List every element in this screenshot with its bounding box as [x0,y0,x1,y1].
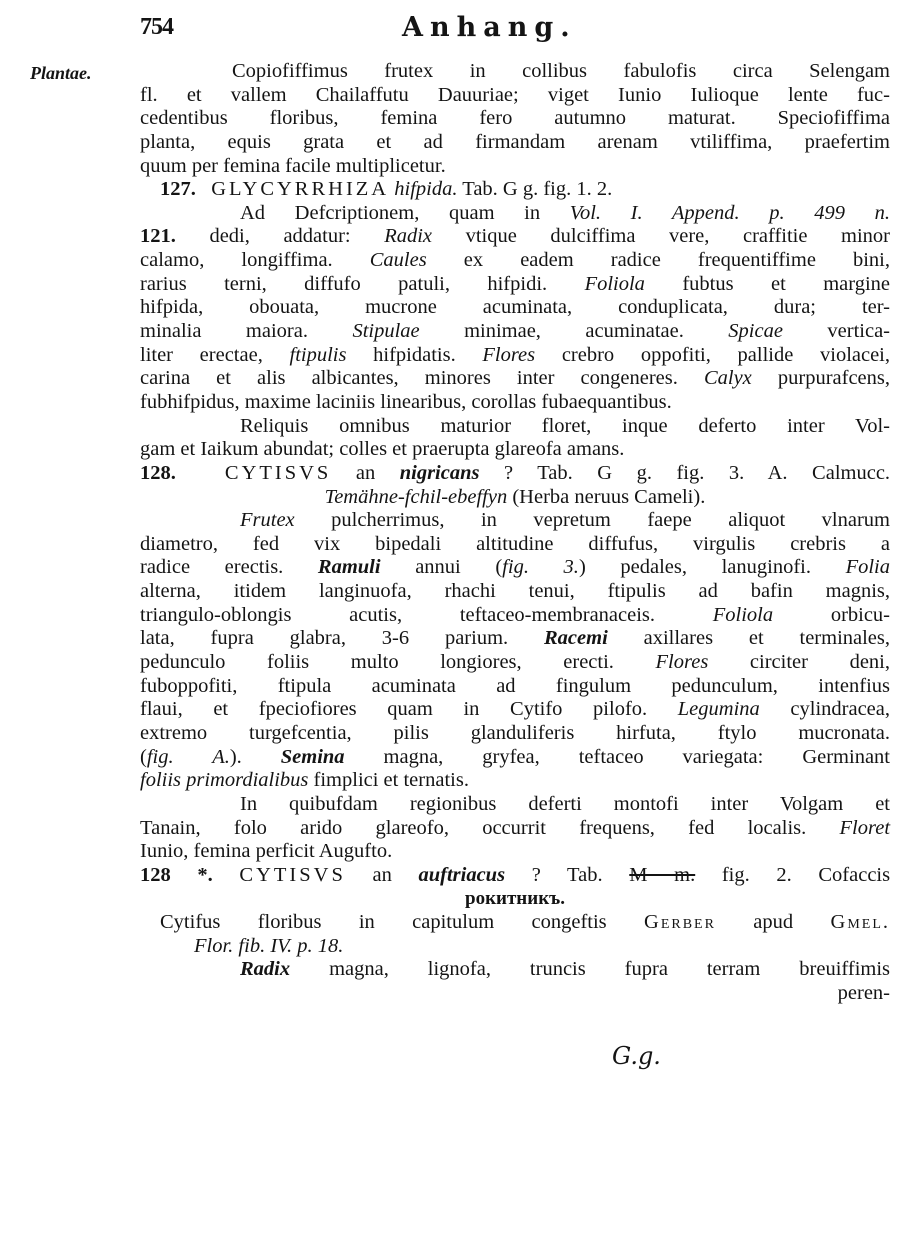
text-span: apud [753,911,794,934]
entry-number: 128. [140,461,176,484]
text-span: minimae, acuminatae. [464,320,684,343]
term-italic: Floret [839,816,891,839]
species-name: nigricans [399,461,480,484]
term-italic: Flores [482,343,536,366]
text-line [140,225,890,249]
text-span: magna, gryfea, teftaceo variegata: Germinant [383,745,890,768]
term-italic: Foliola [712,603,774,626]
text-span: carina et alis albicantes, minores inter congeneres. [140,367,678,390]
text-span: ). [229,745,242,768]
term-italic: Flores [655,651,709,674]
term-italic: Foliola [584,272,645,295]
species-name: hifpida. [394,178,458,201]
text-span: orbicu- [830,603,891,626]
plate-reference: ? Tab. G g. fig. 3. A. Calmucc. [503,461,891,484]
text-line: hifpida, obouata, mucrone acuminata, conduplicata, dura; ter- [140,296,890,319]
text-span: rarius terni, diffufo patuli, hifpidi. [140,272,548,295]
text-span: crebro oppofiti, pallide violacei, [561,343,891,366]
text-line [140,769,890,793]
text-span: fimplici et ternatis. [313,769,469,792]
text-line: cedentibus floribus, femina fero autumno maturat. Speciofiffima [140,107,890,130]
genus-name: GLYCYRRHIZA [211,178,390,201]
text-span: Tanain, folo arido glareofo, occurrit frequens, fed localis. [140,816,807,839]
running-title: Anhang. [402,12,577,43]
text-span: Ad Defcriptionem, quam in [240,201,541,224]
catchword: peren- [837,981,890,1004]
text-span: vertica- [827,320,890,343]
text-span: circiter deni, [749,651,890,674]
text-line: Copiofiffimus frutex in collibus fabulofis circa Selengam [232,60,890,82]
vernacular-name-line [140,486,890,510]
text-line: Reliquis omnibus maturior floret, inque deferto inter Vol- [240,414,890,437]
term-italic: Ramuli [317,556,381,579]
text-line [140,627,890,651]
term-italic: ftipulis [289,343,347,366]
author-name: Gmel. [830,911,890,934]
text-line [140,344,890,368]
text-span: vtique dulciffima vere, craffitie minor [465,225,891,248]
text-span: lata, fupra glabra, 3-6 parium. [140,627,509,650]
term-italic: Semina [280,745,345,768]
text-span: ex eadem radice frequentiffime bini, [463,249,890,272]
text-span: an [372,863,392,886]
text-line [140,273,890,297]
text-line [140,556,890,580]
citation-reference: Flor. fib. IV. p. 18. [194,934,344,957]
plate-reference: Tab. G g. fig. 1. 2. [462,178,613,201]
term-italic: Frutex [240,509,295,532]
author-name: Gerber [644,911,716,934]
text-span: hifpidatis. [373,343,456,366]
term-italic: Radix [384,225,433,248]
text-span: cylindracea, [790,698,891,721]
text-span: purpurafcens, [777,367,891,390]
text-line [140,935,890,959]
entry-number: 127. [160,178,196,201]
text-span: an [355,461,376,484]
term-italic: Caules [369,249,427,272]
entry-heading-128-star [140,864,890,888]
vernacular-name: Temähne-fchil-ebeffyn [324,485,508,508]
text-span: triangulo-oblongis acutis, teftaceo-membranaceis. [140,603,656,626]
text-line: alterna, itidem langinuofa, rhachi tenui, ftipulis ad bafin magnis, [140,580,890,603]
text-line: extremo turgefcentia, pilis glanduliferis hirfuta, ftylo mucronata. [140,721,890,744]
text-line: diametro, fed vix bipedali altitudine diffufus, virgulis crebris a [140,532,890,555]
entry-number: 121. [140,225,176,248]
text-line [140,746,890,770]
text-line [140,958,890,982]
text-span: flaui, et fpeciofiores quam in Cytifo pilofo. [140,698,648,721]
text-line: gam et Iaikum abundat; colles et praerupta glareofa amans. [140,438,625,461]
term-italic: Spicae [728,320,783,343]
text-span: minalia maiora. [140,320,308,343]
text-span: liter erectae, [140,343,263,366]
entry-heading-128 [140,462,890,486]
term-italic: Racemi [544,627,608,650]
term-italic: Legumina [677,698,760,721]
text-line: Iunio, femina perficit Augufto. [140,840,393,863]
struck-plate-reference: M m. [629,863,696,886]
text-line: quum per femina facile multiplicetur. [140,154,446,177]
text-span: magna, lignofa, truncis fupra terram breuiffimis [329,958,891,981]
text-line: planta, equis grata et ad firmandam arenam vtiliffima, praefertim [140,130,890,153]
text-span: ? Tab. [531,863,603,886]
text-span: dedi, addatur: [209,225,351,248]
text-span: pulcherrimus, in vepretum faepe aliquot vlnarum [331,509,891,532]
cyrillic-name: рокитникъ. [465,888,565,910]
text-span: Cytifus floribus in capitulum congeftis [160,911,607,934]
text-line [140,698,890,722]
text-line [140,817,890,841]
page-header [140,14,890,48]
figure-reference: fig. 3. [502,556,579,579]
text-span: pedunculo foliis multo longiores, erecti. [140,651,614,674]
text-span: radice erectis. [140,556,284,579]
term-italic: Calyx [703,367,752,390]
text-span: axillares et terminales, [643,627,891,650]
term-italic: Folia [845,556,890,579]
page-number: 754 [140,14,173,40]
term-italic: Radix [240,958,291,981]
text-line [140,651,890,675]
term-italic: Stipulae [352,320,420,343]
text-line: fubhifpidus, maxime laciniis linearibus, corollas fubaequantibus. [140,390,672,413]
text-line: fl. et vallem Chailaffutu Dauuriae; viget Iunio Iulioque lente fuc- [140,83,890,106]
text-line [140,202,890,226]
volume-reference: Vol. I. Append. p. 499 n. [569,201,890,224]
handwritten-note: G.g. [612,1042,661,1070]
text-span: ( [140,745,147,768]
figure-reference: fig. A. [146,745,230,768]
text-line [140,604,890,628]
text-line [140,367,890,391]
text-span: fubtus et margine [682,272,891,295]
margin-note: Plantae. [30,63,92,83]
text-line [140,249,890,273]
text-span: annui ( [415,556,503,579]
text-span: ) pedales, lanuginofi. [578,556,811,579]
text-span: (Herba neruus Cameli). [512,485,706,508]
genus-name: CYTISVS [224,461,332,484]
entry-heading-127 [140,178,890,202]
body-text [140,60,890,1006]
text-span: calamo, longiffima. [140,249,333,272]
text-span: fig. 2. Cofaccis [721,863,891,886]
genus-name: CYTISVS [239,863,346,886]
species-name: auftriacus [418,863,506,886]
term-italic: foliis primordialibus [140,769,309,792]
text-line [140,911,890,935]
entry-number: 128 *. [140,863,213,886]
text-line: In quibufdam regionibus deferti montofi inter Volgam et [240,792,890,815]
text-line [140,509,890,533]
text-line [140,320,890,344]
text-line: fuboppofiti, ftipula acuminata ad fingulum pedunculum, intenfius [140,674,890,697]
